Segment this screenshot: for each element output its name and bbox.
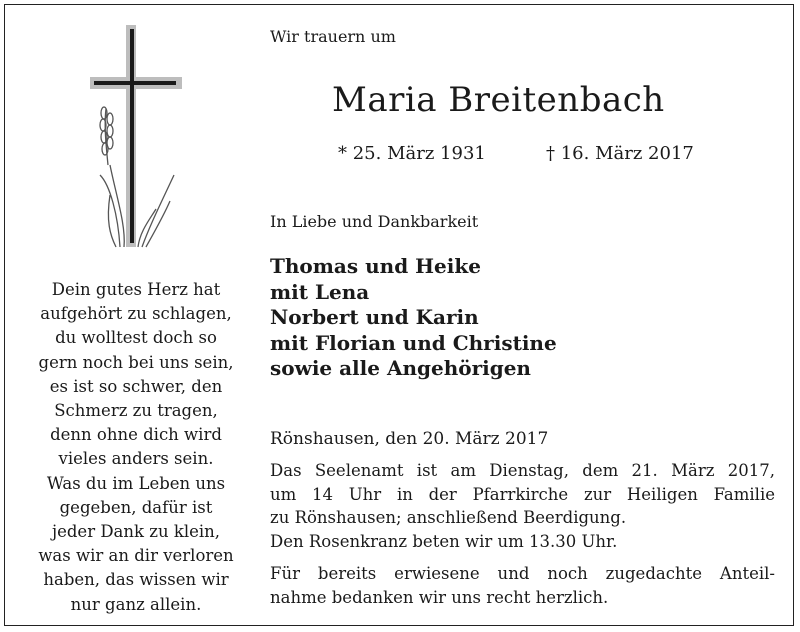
intro-text: Wir trauern um bbox=[270, 27, 396, 46]
family-line: Thomas und Heike bbox=[270, 254, 481, 278]
thanks-line: nahme bedanken wir uns recht herzlich. bbox=[270, 587, 609, 607]
thanks-text bbox=[270, 562, 775, 609]
deceased-name: Maria Breitenbach bbox=[332, 80, 665, 120]
poem-line: es ist so schwer, den bbox=[49, 376, 223, 396]
poem-line: jeder Dank zu klein, bbox=[51, 522, 221, 542]
family-line: mit Lena bbox=[270, 279, 370, 304]
poem-line: Was du im Leben uns bbox=[46, 473, 226, 493]
dedication: In Liebe und Dankbarkeit bbox=[270, 212, 479, 231]
cross-with-wheat-icon bbox=[80, 25, 190, 255]
poem-line: vieles anders sein. bbox=[58, 449, 214, 469]
place-date: Rönshausen, den 20. März 2017 bbox=[270, 429, 549, 449]
poem-line: aufgehört zu schlagen, bbox=[40, 304, 232, 324]
thanks-line: Für bereits erwiesene und noch zugedachte Anteil- bbox=[270, 564, 775, 583]
poem-line: haben, das wissen wir bbox=[43, 570, 229, 590]
service-info bbox=[270, 459, 775, 553]
service-line: zu Rönshausen; anschließend Beerdigung. bbox=[270, 508, 627, 527]
poem-line: nur ganz allein. bbox=[70, 594, 202, 614]
poem-line: was wir an dir verloren bbox=[38, 546, 234, 566]
poem-line: gegeben, dafür ist bbox=[59, 497, 213, 517]
birth-date: * 25. März 1931 bbox=[338, 143, 486, 164]
poem-line: gern noch bei uns sein, bbox=[38, 352, 234, 372]
family-line: Norbert und Karin bbox=[270, 305, 479, 329]
poem-line: denn ohne dich wird bbox=[50, 425, 222, 445]
service-line: Das Seelenamt ist am Dienstag, dem 21. März 2017, bbox=[270, 461, 775, 480]
family-line: sowie alle Angehörigen bbox=[270, 356, 531, 380]
family-line: mit Florian und Christine bbox=[270, 330, 557, 355]
poem-line: Dein gutes Herz hat bbox=[51, 280, 221, 299]
poem bbox=[20, 278, 252, 617]
service-line: um 14 Uhr in der Pfarrkirche zur Heiligen Familie bbox=[270, 484, 775, 504]
death-date: † 16. März 2017 bbox=[546, 143, 694, 164]
poem-line: du wolltest doch so bbox=[55, 328, 217, 348]
family-list bbox=[270, 254, 557, 382]
service-line: Den Rosenkranz beten wir um 13.30 Uhr. bbox=[270, 531, 618, 551]
poem-line: Schmerz zu tragen, bbox=[54, 401, 218, 421]
